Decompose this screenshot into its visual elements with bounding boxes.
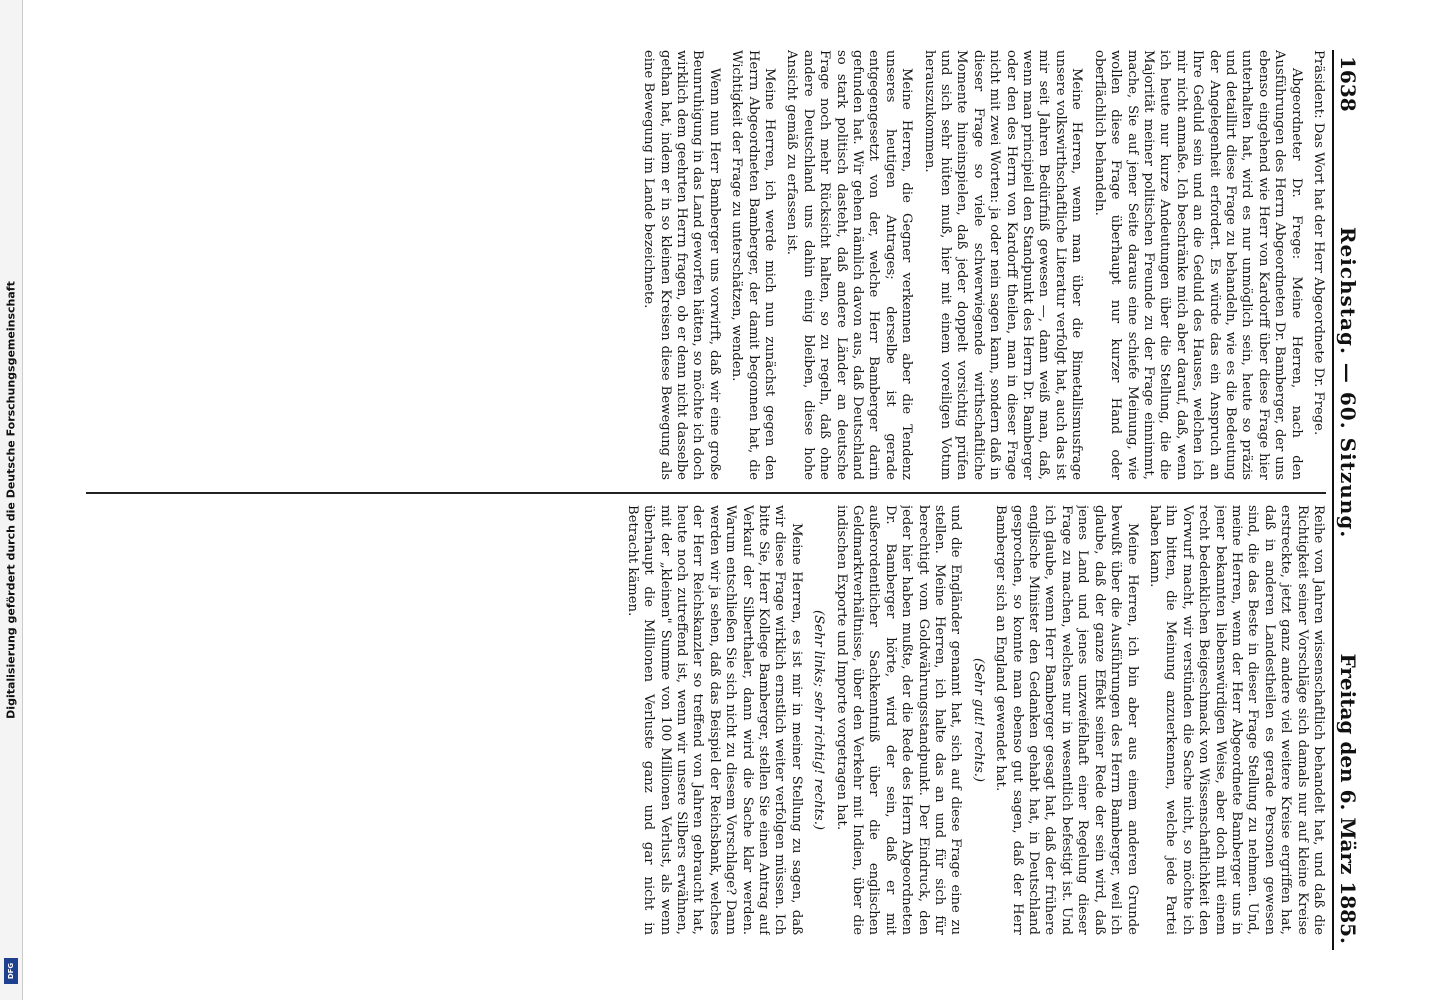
- rotated-newspaper-page: [66, 50, 1366, 950]
- digitization-sidebar: [0, 0, 23, 1000]
- paragraph: Wenn nun Herr Bamberger uns vorwirft, daß wir eine große Beunruhigung in das Land geworfen hätten, so möchte ich doch wirklich dem geehrten Herrn fragen, ob er denn nicht dasselbe gethan hat, indem er in so kleinen Kreisen diese Bewegung als eine Bewegung im Lande bezeichnete.: [641, 50, 722, 480]
- paragraph: und die Engländer genannt hat, sich auf diese Frage eine zu stellen. Meine Herren, ich halte das an und für sich für berechtigt vom Goldwährungsstandpunkt. Der Eindruck, den jeder hier haben mußte, der die Rede des Herrn Abgeordneten Dr. Bamberger hörte, wird der sein, daß er mit außerordentlicher Sachkenntniß über die englischen Geldmarktverhältnisse, über den Verkehr mit Indien, über die indischen Exporte und Importe vorgetragen hat.: [833, 505, 964, 935]
- paragraph: Meine Herren, ich werde mich nun zunächst gegen den Herrn Abgeordneten Bamberger, der damit begonnen hat, die Wichtigkeit der Frage zu unterschätzen, wenden.: [729, 50, 777, 480]
- funding-credit: Digitalisierung gefördert durch die Deutsche Forschungsgemeinschaft: [4, 281, 18, 719]
- paragraph: Meine Herren, ich bin aber aus einem anderen Grunde bewußt über die Ausführungen des Herrn Bamberger, weil ich glaube, daß der ganze Effekt seiner Rede der sein wird, daß jenes Land und jenes unzweifelhaft einer Regelung dieser Frage zu machen, welches nur in wesentlich befestigt ist. Und ich glaube, wenn Herr Bamberger gesagt hat, daß der frühere englische Minister den Gedanken gehabt hat, in Deutschland gesprochen, so konnte man ebenso gut sagen, daß der Herr Bamberger sich an England gewendet hat.: [993, 505, 1140, 935]
- page-header: [1332, 50, 1366, 950]
- paragraph: Meine Herren, wenn man über die Bimetallismusfrage unsere volkswirthschaftliche Literatur verfolgt hat, auch das ist mir seit Jahren Bedürfniß gewesen —, dann weiß man, daß, wenn man principiell den Standpunkt des Herrn Dr. Bamberger oder den des Herrn von Kardorff theilen, man in dieser Frage nicht mit zwei Worten: ja oder nein sagen kann, sondern daß in dieser Frage so viele schwerwiegende wirthschaftliche Momente hineinspielen, daß jeder doppelt vorsichtig prüfen und sich sehr hüten muß, hier mit einem voreiligen Votum herauszukommen.: [921, 50, 1085, 480]
- right-column: [86, 505, 1326, 935]
- opening-line: Präsident: Das Wort hat der Herr Abgeordnete Dr. Frege.: [1311, 50, 1326, 436]
- paragraph: Meine Herren, es ist mir in meiner Stellung zu sagen, daß wir diese Frage wirklich ernstlich weiter verfolgen müssen. Ich bitte Sie, Herr Kollege Bamberger, stellen Sie einen Antrag auf Verkauf der Silberthaler, dann wird die Sache klar werden. Warum entschließen Sie sich nicht zu diesem Vorschlage? Dann werden wir ja sehen, daß das Beispiel der Reichsbank, welches der Herr Reichskanzler so treffend von Jahren gebraucht hat, heute noch zutreffend ist, wenn wir unsere Silbers erwähnen, mit der „kleinen" Summe von 100 Millionen Verlust, als wenn überhaupt die Millionen Verluste ganz und gar nicht in Betracht kämen.: [624, 505, 804, 935]
- page-title: Reichstag. — 60. Sitzung.: [1336, 226, 1360, 539]
- paragraph: Reihe von Jahren wissenschaftlich behandelt hat, und daß die Richtigkeit seiner Vorschläge sich damals nur auf kleine Kreise erstreckte, jetzt ganz andere viel weitere Kreise ergriffen hat, daß in anderen Landestheilen es gerade Personen gewesen sind, die das Beste in dieser Frage Stellung zu nehmen. Und, meine Herren, wenn der Herr Abgeordnete Bamberger uns in jener bekannten liebenswürdigen Weise, aber doch mit einem recht bedenklichen Beigeschmack von Wissenschaftlichkeit den Vorwurf macht, wir verstünden die Sache nicht, so möchte ich ihn bitten, die Meinung anzuerkennen, welche jede Partei haben kann.: [1146, 505, 1326, 935]
- column-divider: [86, 492, 1326, 494]
- dfg-logo-text: DFG: [7, 962, 15, 980]
- interjection-note: (Sehr links; sehr richtig! rechts.): [811, 609, 827, 831]
- session-date: Freitag den 6. März 1885.: [1336, 653, 1360, 944]
- dfg-logo-icon: [4, 958, 18, 984]
- paragraph: Meine Herren, die Gegner verkennen aber die Tendenz unseres heutigen Antrages; derselbe ist gerade entgegengesetzt von der, welche Herr Bamberger darin gefunden hat. Wir gehen nämlich davon aus, daß Deutschland so stark politisch dasteht, daß andere Länder an deutsche Frage noch mehr Rücksicht halten, so zu regeln, daß ohne andere Deutschland uns dahin einig bleiben, diese hohe Ansicht gemäß zu erfassen ist.: [784, 50, 915, 480]
- page-number: 1638: [1336, 56, 1360, 112]
- left-column: [86, 50, 1326, 480]
- paragraph: Abgeordneter Dr. Frege: Meine Herren, nach den Ausführungen des Herrn Abgeordneten Dr. Bamberger, der uns ebenso eingehend wie Herr von Kardorff über diese Frage hier unterhalten hat, wird es nur unmöglich sein, heute so präzis und detaillirt diese Frage zu behandeln, wie es die Bedeutung der Angelegenheit erfordert. Es würde das ein Anspruch an Ihre Geduld sein und an die Geduld des Hauses, welchen ich mir nicht anmaße. Ich beschränke mich aber darauf, daß, wenn ich heute nur kurze Andeutungen über die Stellung, die die Majorität meiner politischen Freunde zu der Frage einnimmt, mache, Sie auf jener Seite daraus eine schiefe Meinung, wie wollen diese Frage überhaupt nur kurzer Hand oder oberflächlich behandeln.: [1091, 50, 1304, 480]
- applause-note: (Sehr gut! rechts.): [970, 657, 986, 783]
